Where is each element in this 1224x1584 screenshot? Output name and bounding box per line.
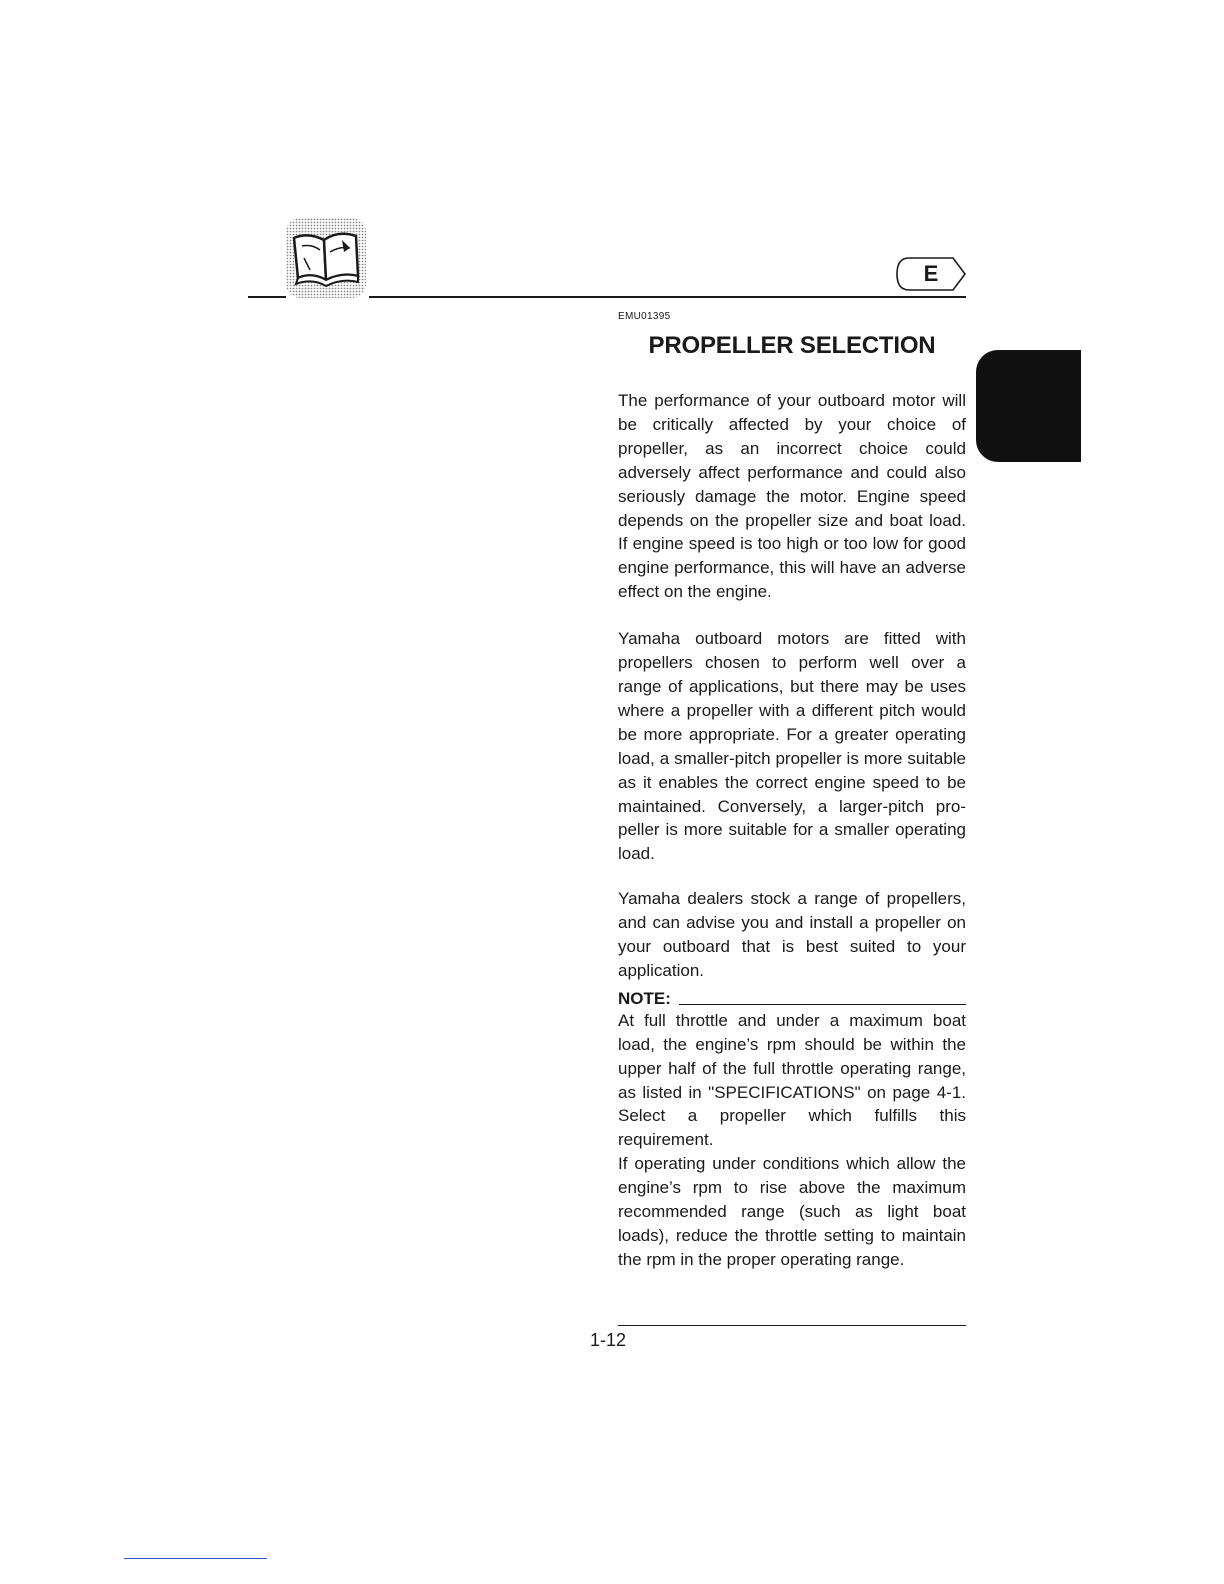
page-number: 1-12 <box>590 1330 627 1350</box>
footer-rule <box>618 1325 966 1326</box>
header-rule-left <box>248 296 286 298</box>
paragraph-performance: The performance of your outboard motor will be critically affected by your choice of propeller, as an incorrect choice could adversely affect performance and could also seriously damage the motor. Engine speed depends on the propeller size and boat load. If engine speed is too high or too low for good engine performance, this will have an adverse effect on the engine. <box>618 391 966 602</box>
paragraph-propellers: Yamaha outboard motors are fitted with propellers chosen to perform well over a range of applications, but there may be uses where a propeller with a different pitch would be more appropriate. For a greater operating load, a smaller-pitch propeller is more suitable as it enables the correct engine speed to be maintained. Conversely, a larger-pitch propeller is more suitable for a smaller operating load. <box>618 629 966 864</box>
section-tab-marker <box>976 350 1081 462</box>
book-icon <box>286 218 366 298</box>
note-paragraph-full-throttle: At full throttle and under a maximum boat load, the engine’s rpm should be within the upper half of the full throttle operating range, as listed in "SPECIFICATIONS" on page 4-1. Select a propeller which fulfills this requirement. <box>618 1010 966 1150</box>
note-heading <box>618 983 966 1009</box>
section-content <box>618 310 966 1272</box>
footer-link-underline <box>124 1558 267 1559</box>
language-letter: E <box>923 261 939 286</box>
paragraph-dealers: Yamaha dealers stock a range of propellers, and can advise you and install a propeller on your outboard that is best suited to your application. <box>618 889 966 980</box>
header-rule <box>369 296 966 298</box>
document-code: EMU01395 <box>618 311 671 322</box>
language-badge <box>895 256 967 292</box>
note-rule <box>679 1004 966 1005</box>
section-title: PROPELLER SELECTION <box>648 332 936 359</box>
note-label: NOTE: <box>618 988 671 1008</box>
note-paragraph-reduce-throttle: If operating under conditions which allow the engine’s rpm to rise above the maximum recommended range (such as light boat loads), reduce the throttle setting to maintain the rpm in the proper operating range. <box>618 1154 966 1269</box>
